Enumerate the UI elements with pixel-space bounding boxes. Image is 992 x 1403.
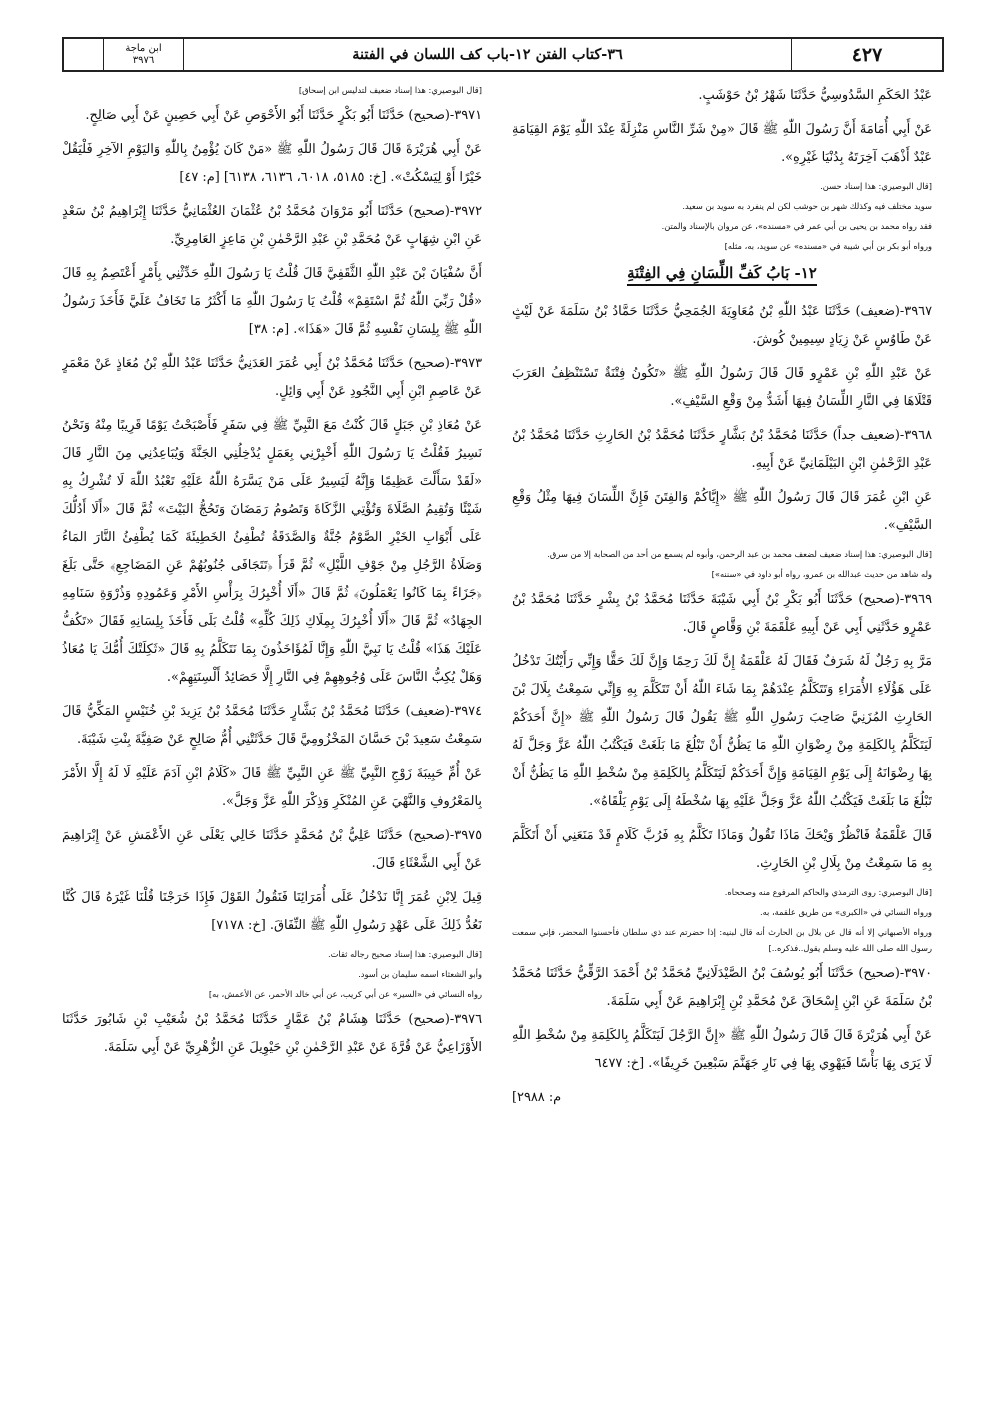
- footnote-paragraph: [قال البوصيري: هذا إسناد حسن.: [820, 181, 932, 191]
- hadith-paragraph: ٣٩٦٧-(ضعيف) حَدَّثَنَا عَبْدُ اللّٰهِ بْنُ مُعَاوِيَةَ الجُمَحِيُّ حَدَّثَنَا حَمَّادُ بْنُ سَلَمَةَ عَنْ لَيْثٍ عَنْ طَاوُسٍ عَنْ زِيَادٍ سِيمِينْ كُوشَ.: [512, 304, 932, 347]
- hadith-paragraph: قِيلَ لِابْنِ عُمَرَ إِنَّا نَدْخُلُ عَلَى أُمَرَائِنَا فَنَقُولُ القَوْلَ فَإِذَا خَرَجْنَا قُلْنَا غَيْرَهُ قَالَ كُنَّا نَعُدُّ ذَلِكَ عَلَى عَهْدِ رَسُولِ اللّٰهِ ﷺ النِّفَاقَ. [خ: ٧١٧٨]: [62, 890, 482, 933]
- footnote-paragraph: فقد رواه محمد بن يحيى بن أبي عمر في «مسنده»، عن مروان بالإسناد والمتن.: [661, 221, 932, 231]
- footnote-paragraph: ورواه الأصبهاني إلا أنه قال عن بلال بن الحارث أنه قال لبنيه: إذا حضرتم عند ذي سلطان فأحسنوا المحضر، فإني سمعت رسول الله صلى الله عليه وسلم يقول..فذكره..]: [512, 927, 932, 953]
- page-header: [62, 37, 944, 72]
- hadith-paragraph: م: ٢٩٨٨]: [512, 1090, 562, 1105]
- footnote-paragraph: وله شاهد من حديث عبدالله بن عمرو، رواه أبو داود في «سننه»]: [711, 569, 932, 579]
- hadith-paragraph: ٣٩٧٦-(صحيح) حَدَّثَنَا هِشَامُ بْنُ عَمَّارٍ حَدَّثَنَا مُحَمَّدُ بْنُ شُعَيْبِ بْنِ شَابُورَ حَدَّثَنَا الأَوْزَاعِيُّ عَنْ قُرَّةَ عَنْ عَبْدِ الرَّحْمٰنِ بْنِ حَيْوِيلَ عَنِ الزُّهْرِيِّ عَنْ أَبِي سَلَمَةَ.: [62, 1012, 482, 1055]
- reference-label: ابن ماجة: [125, 42, 162, 54]
- hadith-paragraph: ٣٩٦٩-(صحيح) حَدَّثَنَا أَبُو بَكْرِ بْنُ أَبِي شَيْبَةَ حَدَّثَنَا مُحَمَّدُ بْنُ بِشْرٍ حَدَّثَنَا مُحَمَّدُ بْنُ عَمْرٍو حَدَّثَنِي أَبِي عَنْ أَبِيهِ عَلْقَمَةَ بْنِ وَقَّاصٍ قَالَ.: [512, 592, 932, 635]
- footnote-paragraph: [قال البوصيري: روى الترمذي والحاكم المرفوع منه وصححاه.: [724, 887, 932, 897]
- section-heading: [512, 258, 932, 288]
- hadith-paragraph: عَنْ عَبْدِ اللّٰهِ بْنِ عَمْرٍو قَالَ قَالَ رَسُولُ اللّٰهِ ﷺ «تَكُونُ فِتْنَةٌ تَسْتَنْظِفُ العَرَبَ قَتْلَاهَا فِي النَّارِ اللِّسَانُ فِيهَا أَشَدُّ مِنْ وَقْعِ السَّيْفِ».: [512, 366, 932, 409]
- hadith-paragraph: قَالَ عَلْقَمَةُ فَانْظُرْ وَيْحَكَ مَاذَا تَقُولُ وَمَاذَا تَكَلَّمُ بِهِ فَرُبَّ كَلَامٍ قَدْ مَنَعَنِي أَنْ أَتَكَلَّمَ بِهِ مَا سَمِعْتُ مِنْ بِلَالِ بْنِ الحَارِثِ.: [512, 828, 932, 871]
- footnote-paragraph: [قال البوصيري: هذا إسناد ضعيف لضعف محمد بن عبد الرحمن، وأبوه لم يسمع من أحد من الصحابة إلا من سرق.: [547, 549, 932, 559]
- footnote-paragraph: [قال البوصيري: هذا إسناد ضعيف لتدليس ابن إسحاق]: [298, 85, 482, 95]
- hadith-paragraph: عَنْ أَبِي هُرَيْرَةَ قَالَ قَالَ رَسُولُ اللّٰهِ ﷺ «إِنَّ الرَّجُلَ لَيَتَكَلَّمُ بِالكَلِمَةِ مِنْ سُخْطِ اللّٰهِ لَا يَرَى بِهَا بَأْسًا فَيَهْوِي بِهَا فِي نَارِ جَهَنَّمَ سَبْعِينَ خَرِيفًا». [خ: ٦٤٧٧: [512, 1028, 932, 1071]
- hadith-paragraph: عَبْدُ الحَكَمِ السَّدُوسِيُّ حَدَّثَنَا شَهْرُ بْنُ حَوْشَبٍ.: [698, 88, 932, 103]
- reference-number: ٣٩٧٦: [132, 54, 155, 66]
- running-title: ٣٦-كتاب الفتن ١٢-باب كف اللسان في الفتنة: [184, 39, 792, 70]
- hadith-paragraph: ٣٩٧٠-(صحيح) حَدَّثَنَا أَبُو يُوسُفَ بْنُ الصَّيْدَلَانِيِّ مُحَمَّدُ بْنُ أَحْمَدَ الرَّقِّيُّ حَدَّثَنَا مُحَمَّدُ بْنُ سَلَمَةَ عَنِ ابْنِ إِسْحَاقَ عَنْ مُحَمَّدِ بْنِ إِبْرَاهِيمَ عَنْ أَبِي سَلَمَةَ.: [512, 966, 932, 1009]
- hadith-paragraph: ٣٩٧٢-(صحيح) حَدَّثَنَا أَبُو مَرْوَانَ مُحَمَّدُ بْنُ عُثْمَانَ العُثْمَانِيُّ حَدَّثَنَا إِبْرَاهِيمُ بْنُ سَعْدٍ عَنِ ابْنِ شِهَابٍ عَنْ مُحَمَّدِ بْنِ عَبْدِ الرَّحْمٰنِ بْنِ مَاعِزٍ العَامِرِيِّ.: [62, 204, 482, 247]
- hadith-paragraph: أَنَّ سُفْيَانَ بْنَ عَبْدِ اللّٰهِ الثَّقَفِيَّ قَالَ قُلْتُ يَا رَسُولَ اللّٰهِ حَدِّثْنِي بِأَمْرٍ أَعْتَصِمُ بِهِ قَالَ «قُلْ رَبِّيَ اللّٰهُ ثُمَّ اسْتَقِمْ» قُلْتُ يَا رَسُولَ اللّٰهِ مَا أَكْثَرُ مَا تَخَافُ عَلَيَّ فَأَخَذَ رَسُولُ اللّٰهِ ﷺ بِلِسَانِ نَفْسِهِ ثُمَّ قَالَ «هَذَا». [م: ٣٨]: [62, 266, 482, 337]
- right-text-column: [512, 82, 932, 1382]
- header-reference-cell: [104, 39, 184, 70]
- footnote-paragraph: ورواه أبو بكر بن أبي شيبة في «مسنده» عن سويد، به، مثله]: [724, 241, 932, 251]
- left-text-column: [62, 82, 482, 1382]
- header-blank-cell: [64, 39, 104, 70]
- section-heading-text: ١٢- بَابُ كَفِّ اللِّسَانِ فِي الفِتْنَةِ: [627, 264, 817, 286]
- hadith-paragraph: عَنْ أُمِّ حَبِيبَةَ زَوْجِ النَّبِيِّ ﷺ عَنِ النَّبِيِّ ﷺ قَالَ «كَلَامُ ابْنِ آدَمَ عَلَيْهِ لَا لَهُ إِلَّا الأَمْرَ بِالمَعْرُوفِ وَالنَّهْيَ عَنِ المُنْكَرِ وَذِكْرَ اللّٰهِ عَزَّ وَجَلَّ».: [62, 766, 482, 809]
- footnote-paragraph: ورواه النسائي في «الكبرى» من طريق علقمة، به.: [759, 907, 932, 917]
- footnote-paragraph: رواه النسائي في «السير» عن أبي كريب، عن أبي خالد الأحمر، عن الأعمش، به]: [208, 989, 482, 999]
- hadith-paragraph: عَنِ ابْنِ عُمَرَ قَالَ قَالَ رَسُولُ اللّٰهِ ﷺ «إِيَّاكُمْ وَالفِتَنَ فَإِنَّ اللِّسَانَ فِيهَا مِثْلُ وَقْعِ السَّيْفِ».: [512, 490, 932, 533]
- footnote-paragraph: [قال البوصيري: هذا إسناد صحيح رجاله ثقات.: [327, 949, 482, 959]
- page-number: ٤٢٧: [851, 43, 883, 66]
- footnote-paragraph: سويد مختلف فيه وكذلك شهر بن حوشب لكن لم ينفرد به سويد بن سعيد.: [682, 201, 932, 211]
- hadith-paragraph: عَنْ مُعَاذِ بْنِ جَبَلٍ قَالَ كُنْتُ مَعَ النَّبِيِّ ﷺ فِي سَفَرٍ فَأَصْبَحْتُ يَوْمًا قَرِيبًا مِنْهُ وَنَحْنُ نَسِيرُ فَقُلْتُ يَا رَسُولَ اللّٰهِ أَخْبِرْنِي بِعَمَلٍ يُدْخِلُنِي الجَنَّةَ وَيُبَاعِدُنِي مِنَ النَّارِ قَالَ «لَقَدْ سَأَلْتَ عَظِيمًا وَإِنَّهُ لَيَسِيرٌ عَلَى مَنْ يَسَّرَهُ اللّٰهُ عَلَيْهِ تَعْبُدُ اللّٰهَ لَا تُشْرِكُ بِهِ شَيْئًا وَتُقِيمُ الصَّلَاةَ وَتُؤْتِي الزَّكَاةَ وَتَصُومُ رَمَضَانَ وَتَحُجُّ البَيْتَ» ثُمَّ قَالَ «أَلَا أَدُلُّكَ عَلَى أَبْوَابِ الخَيْرِ الصَّوْمُ جُنَّةٌ وَالصَّدَقَةُ تُطْفِئُ الخَطِيئَةَ كَمَا يُطْفِئُ النَّارَ المَاءُ وَصَلَاةُ الرَّجُلِ مِنْ جَوْفِ اللَّيْلِ» ثُمَّ قَرَأَ ﴿تَتَجَافَى جُنُوبُهُمْ عَنِ المَضَاجِعِ﴾ حَتَّى بَلَغَ ﴿جَزَاءً بِمَا كَانُوا يَعْمَلُونَ﴾ ثُمَّ قَالَ «أَلَا أُخْبِرُكَ بِرَأْسِ الأَمْرِ وَعَمُودِهِ وَذُرْوَةِ سَنَامِهِ الجِهَادُ» ثُمَّ قَالَ «أَلَا أُخْبِرُكَ بِمِلَاكِ ذَلِكَ كُلِّهِ» قُلْتُ بَلَى فَأَخَذَ بِلِسَانِهِ فَقَالَ «تَكُفُّ عَلَيْكَ هَذَا» قُلْتُ يَا نَبِيَّ اللّٰهِ وَإِنَّا لَمُؤَاخَذُونَ بِمَا نَتَكَلَّمُ بِهِ قَالَ «ثَكِلَتْكَ أُمُّكَ يَا مُعَاذُ وَهَلْ يُكِبُّ النَّاسَ عَلَى وُجُوهِهِمْ فِي النَّارِ إِلَّا حَصَائِدُ أَلْسِنَتِهِمْ».: [62, 418, 482, 685]
- hadith-paragraph: عَنْ أَبِي هُرَيْرَةَ قَالَ قَالَ رَسُولُ اللّٰهِ ﷺ «مَنْ كَانَ يُؤْمِنُ بِاللّٰهِ وَاليَوْمِ الآخِرِ فَلْيَقُلْ خَيْرًا أَوْ لِيَسْكُتْ». [خ: ٥١٨٥، ٦٠١٨، ٦١٣٦، ٦١٣٨] [م: ٤٧]: [62, 142, 482, 185]
- hadith-paragraph: ٣٩٧١-(صحيح) حَدَّثَنَا أَبُو بَكْرٍ حَدَّثَنَا أَبُو الأَحْوَصِ عَنْ أَبِي حَصِينٍ عَنْ أَبِي صَالِحٍ.: [85, 108, 482, 123]
- hadith-paragraph: ٣٩٧٤-(ضعيف) حَدَّثَنَا مُحَمَّدُ بْنُ بَشَّارٍ حَدَّثَنَا مُحَمَّدُ بْنُ يَزِيدَ بْنِ خُنَيْسٍ المَكِّيُّ قَالَ سَمِعْتُ سَعِيدَ بْنَ حَسَّانَ المَخْزُومِيَّ قَالَ حَدَّثَتْنِي أُمُّ صَالِحٍ عَنْ صَفِيَّةَ بِنْتِ شَيْبَةَ.: [62, 704, 482, 747]
- hadith-paragraph: ٣٩٧٣-(صحيح) حَدَّثَنَا مُحَمَّدُ بْنُ أَبِي عُمَرَ العَدَنِيُّ حَدَّثَنَا عَبْدُ اللّٰهِ بْنُ مُعَاذٍ عَنْ مَعْمَرٍ عَنْ عَاصِمِ ابْنِ أَبِي النَّجُودِ عَنْ أَبِي وَائِلٍ.: [62, 356, 482, 399]
- footnote-paragraph: وأبو الشعثاء اسمه سليمان بن أسود.: [358, 969, 482, 979]
- hadith-paragraph: عَنْ أَبِي أُمَامَةَ أَنَّ رَسُولَ اللّٰهِ ﷺ قَالَ «مِنْ شَرِّ النَّاسِ مَنْزِلَةً عِنْدَ اللّٰهِ يَوْمَ القِيَامَةِ عَبْدٌ أَذْهَبَ آخِرَتَهُ بِدُنْيَا غَيْرِهِ».: [512, 122, 932, 165]
- hadith-paragraph: ٣٩٧٥-(صحيح) حَدَّثَنَا عَلِيُّ بْنُ مُحَمَّدٍ حَدَّثَنَا خَالِي يَعْلَى عَنِ الأَعْمَشِ عَنْ إِبْرَاهِيمَ عَنْ أَبِي الشَّعْثَاءِ قَالَ.: [62, 828, 482, 871]
- hadith-paragraph: مَرَّ بِهِ رَجُلٌ لَهُ شَرَفٌ فَقَالَ لَهُ عَلْقَمَةُ إِنَّ لَكَ رَحِمًا وَإِنَّ لَكَ حَقًّا وَإِنِّي رَأَيْتُكَ تَدْخُلُ عَلَى هَؤُلَاءِ الأُمَرَاءِ وَتَتَكَلَّمُ عِنْدَهُمْ بِمَا شَاءَ اللّٰهُ أَنْ تَتَكَلَّمَ بِهِ وَإِنِّي سَمِعْتُ بِلَالَ بْنَ الحَارِثِ المُزَنِيَّ صَاحِبَ رَسُولِ اللّٰهِ ﷺ يَقُولُ قَالَ رَسُولُ اللّٰهِ ﷺ «إِنَّ أَحَدَكُمْ لَيَتَكَلَّمُ بِالكَلِمَةِ مِنْ رِضْوَانِ اللّٰهِ مَا يَظُنُّ أَنْ تَبْلُغَ مَا بَلَغَتْ فَيَكْتُبُ اللّٰهُ عَزَّ وَجَلَّ لَهُ بِهَا رِضْوَانَهُ إِلَى يَوْمِ القِيَامَةِ وَإِنَّ أَحَدَكُمْ لَيَتَكَلَّمُ بِالكَلِمَةِ مِنْ سُخْطِ اللّٰهِ مَا يَظُنُّ أَنْ تَبْلُغَ مَا بَلَغَتْ فَيَكْتُبُ اللّٰهُ عَزَّ وَجَلَّ عَلَيْهِ بِهَا سُخْطَهُ إِلَى يَوْمِ يَلْقَاهُ».: [512, 654, 932, 809]
- hadith-paragraph: ٣٩٦٨-(ضعيف جداً) حَدَّثَنَا مُحَمَّدُ بْنُ بَشَّارٍ حَدَّثَنَا مُحَمَّدُ بْنُ الحَارِثِ حَدَّثَنَا مُحَمَّدُ بْنُ عَبْدِ الرَّحْمٰنِ ابْنِ البَيْلَمَانِيِّ عَنْ أَبِيهِ.: [512, 428, 932, 471]
